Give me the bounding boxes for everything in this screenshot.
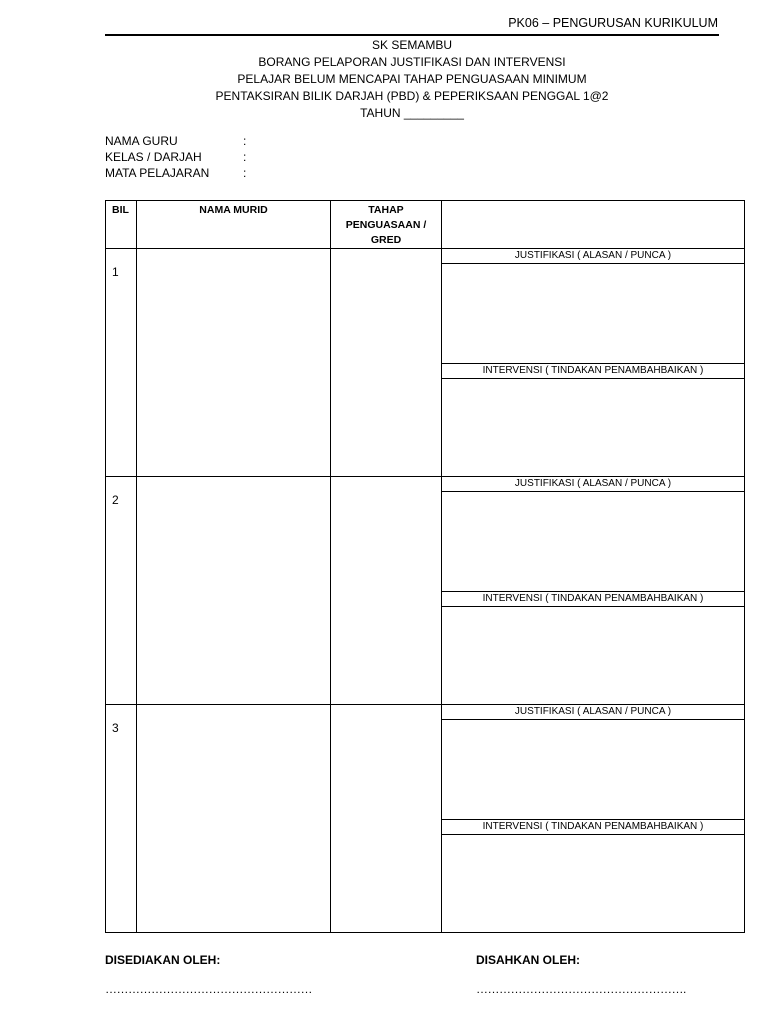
prepared-by-signature-line[interactable]: ……………………………………………… <box>105 982 312 996</box>
document-code: PK06 – PENGURUSAN KURIKULUM <box>508 16 718 30</box>
justifikasi-space[interactable] <box>442 720 744 819</box>
row-number-text: 2 <box>112 493 119 507</box>
col-header-notes <box>442 201 745 249</box>
row-number-text: 3 <box>112 721 119 735</box>
intervensi-space[interactable] <box>442 835 744 932</box>
grade-cell[interactable] <box>331 705 442 933</box>
notes-subtable <box>442 705 744 932</box>
row-number <box>106 249 137 477</box>
grade-cell[interactable] <box>331 477 442 705</box>
justifikasi-header: JUSTIFIKASI ( ALASAN / PUNCA ) <box>442 477 744 492</box>
info-mata-pelajaran <box>105 166 246 180</box>
info-colon: : <box>243 166 247 180</box>
row-number <box>106 477 137 705</box>
intervensi-space[interactable] <box>442 379 744 476</box>
table-row <box>106 249 745 477</box>
intervensi-space[interactable] <box>442 607 744 704</box>
justifikasi-header: JUSTIFIKASI ( ALASAN / PUNCA ) <box>442 249 744 264</box>
justifikasi-header: JUSTIFIKASI ( ALASAN / PUNCA ) <box>442 705 744 720</box>
col-header-nama-murid: NAMA MURID <box>137 201 331 249</box>
title-line-2: BORANG PELAPORAN JUSTIFIKASI DAN INTERVENSI <box>258 55 566 69</box>
justifikasi-space[interactable] <box>442 264 744 363</box>
intervensi-header: INTERVENSI ( TINDAKAN PENAMBAHBAIKAN ) <box>442 363 744 379</box>
prepared-by-label: DISEDIAKAN OLEH: <box>105 953 221 967</box>
title-line-4: PENTAKSIRAN BILIK DARJAH (PBD) & PEPERIKSAAN PENGGAL 1@2 <box>215 89 609 103</box>
info-nama-guru <box>105 134 246 148</box>
table-row <box>106 477 745 705</box>
intervensi-header: INTERVENSI ( TINDAKAN PENAMBAHBAIKAN ) <box>442 819 744 835</box>
info-colon: : <box>243 134 247 148</box>
notes-cell <box>442 249 745 477</box>
table-header-row <box>106 201 745 249</box>
info-kelas <box>105 150 246 164</box>
notes-subtable <box>442 477 744 704</box>
info-colon: : <box>243 150 247 164</box>
notes-subtable <box>442 249 744 476</box>
info-label: NAMA GURU <box>105 134 178 148</box>
header-rule <box>105 34 719 36</box>
student-name-cell[interactable] <box>137 477 331 705</box>
title-line-3: PELAJAR BELUM MENCAPAI TAHAP PENGUASAAN MINIMUM <box>237 72 587 86</box>
student-name-cell[interactable] <box>137 705 331 933</box>
grade-cell[interactable] <box>331 249 442 477</box>
table-row <box>106 705 745 933</box>
row-number-text: 1 <box>112 265 119 279</box>
intervensi-header: INTERVENSI ( TINDAKAN PENAMBAHBAIKAN ) <box>442 591 744 607</box>
title-year: TAHUN _________ <box>360 106 464 120</box>
notes-cell <box>442 477 745 705</box>
student-name-cell[interactable] <box>137 249 331 477</box>
notes-cell <box>442 705 745 933</box>
row-number <box>106 705 137 933</box>
report-table <box>105 200 745 933</box>
justifikasi-space[interactable] <box>442 492 744 591</box>
col-header-tahap: TAHAP PENGUASAAN / GRED <box>331 201 442 249</box>
info-label: MATA PELAJARAN <box>105 166 210 180</box>
form-title <box>105 37 719 122</box>
approved-by-label: DISAHKAN OLEH: <box>476 953 580 967</box>
approved-by-signature-line[interactable]: ………………………………………………. <box>476 982 686 996</box>
info-label: KELAS / DARJAH <box>105 150 202 164</box>
school-name: SK SEMAMBU <box>371 38 452 52</box>
col-header-bil: BIL <box>106 201 137 249</box>
